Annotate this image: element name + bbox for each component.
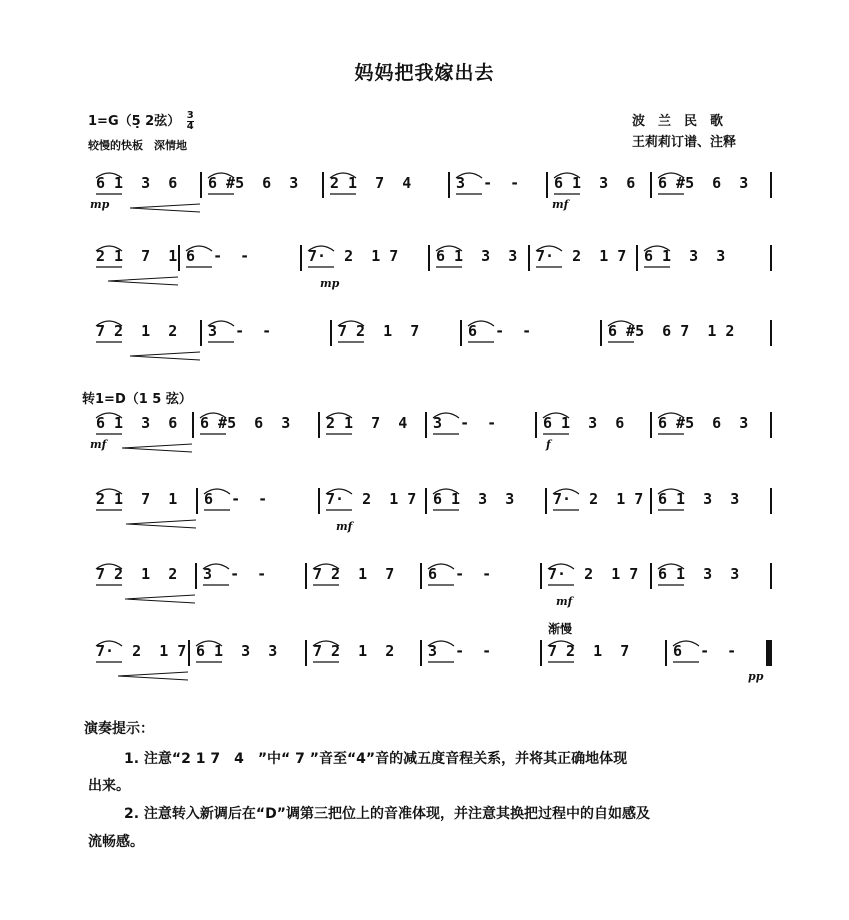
score-row [0, 559, 849, 639]
measure-notes: 7· 2 1 7 [536, 247, 627, 265]
dynamic-marking: mf [556, 595, 573, 608]
tip-1-continued: 出来。 [88, 778, 130, 794]
measure-notes: 2 1 7 1 [96, 490, 178, 508]
measure-notes: 6 #5 6 7 1 2 [608, 322, 735, 340]
barline [650, 172, 652, 198]
barline [545, 488, 547, 514]
measure-notes: 6 1 3 6 [96, 174, 178, 192]
dynamic-marking: mf [90, 438, 107, 451]
tips-heading: 演奏提示： [84, 721, 154, 737]
barline [305, 563, 307, 589]
barline [535, 412, 537, 438]
barline [200, 172, 202, 198]
measure-notes: 7 2 1 7 [548, 642, 630, 660]
barline [540, 563, 542, 589]
measure-notes: 7· 2 1 7 [96, 642, 187, 660]
measure-notes: 6 - - [468, 322, 532, 340]
measure-notes: 6 - - [204, 490, 268, 508]
measure-notes: 7 2 1 7 [338, 322, 420, 340]
barline [428, 245, 430, 271]
dynamic-marking: mp [90, 198, 110, 211]
rit-marking: 渐慢 [548, 622, 573, 636]
key-signature-text: 1=G（5̣ 2弦） [88, 114, 181, 129]
measure-notes: 6 1 3 3 [433, 490, 515, 508]
barline [420, 640, 422, 666]
barline [650, 412, 652, 438]
measure-notes: 6 1 3 3 [644, 247, 726, 265]
barline [330, 320, 332, 346]
tempo-marking: 较慢的快板 深情地 [88, 139, 187, 152]
measure-notes: 3 - - [203, 565, 267, 583]
time-signature [187, 111, 194, 132]
measure-notes: 7 2 1 7 [313, 565, 395, 583]
measure-notes: 6 #5 6 3 [658, 414, 749, 432]
origin-label: 波 兰 民 歌 [632, 114, 724, 129]
barline [195, 563, 197, 589]
score-row [0, 241, 849, 321]
measure-notes: 7· 2 1 7 [548, 565, 639, 583]
barline [420, 563, 422, 589]
page-title: 妈妈把我嫁出去 [354, 62, 495, 84]
barline [322, 172, 324, 198]
barline [425, 412, 427, 438]
barline [188, 640, 190, 666]
measure-notes: 6 - - [186, 247, 250, 265]
dynamic-marking: pp [748, 670, 764, 683]
measure-notes: 6 1 3 6 [543, 414, 625, 432]
measure-notes: 7 2 1 2 [96, 322, 178, 340]
modulation-marking: 转1=D（1 5 弦） [82, 392, 192, 407]
measure-notes: 2 1 7 4 [330, 174, 412, 192]
score-row [0, 484, 849, 564]
barline [540, 640, 542, 666]
measure-notes: 7· 2 1 7 [553, 490, 644, 508]
measure-notes: 7· 2 1 7 [326, 490, 417, 508]
tip-2: 2. 注意转入新调后在“D”调第三把位上的音准体现，并注意其换把过程中的自如感及 [124, 806, 650, 822]
score-row [0, 168, 849, 248]
score-row [0, 636, 849, 716]
tip-2-continued: 流畅感。 [88, 834, 144, 850]
barline [600, 320, 602, 346]
measure-notes: 3 - - [428, 642, 492, 660]
barline [546, 172, 548, 198]
barline [665, 640, 667, 666]
barline [770, 488, 772, 514]
arranger-label: 王莉莉订谱、注释 [632, 135, 737, 150]
final-barline [770, 640, 772, 666]
score-row [0, 316, 849, 396]
time-sig-bottom: 4 [186, 121, 194, 132]
key-signature [88, 110, 194, 132]
measure-notes: 6 - - [673, 642, 737, 660]
tip-1-figure: 2 1 7 4 [181, 751, 244, 767]
barline [196, 488, 198, 514]
measure-notes: 6 #5 6 3 [208, 174, 299, 192]
barline [770, 563, 772, 589]
tip-1-start: 1. 注意“ [124, 751, 182, 767]
dynamic-marking: mf [336, 520, 353, 533]
barline [318, 488, 320, 514]
dynamic-marking: mf [552, 198, 569, 211]
measure-notes: 6 1 3 3 [658, 490, 740, 508]
dynamic-marking: mp [320, 277, 340, 290]
barline [770, 245, 772, 271]
measure-notes: 2 1 7 1 [96, 247, 178, 265]
barline [650, 488, 652, 514]
barline [192, 412, 194, 438]
measure-notes: 6 1 3 3 [658, 565, 740, 583]
measure-notes: 6 1 3 3 [436, 247, 518, 265]
barline [650, 563, 652, 589]
barline [178, 245, 180, 271]
dynamic-marking: f [546, 438, 551, 451]
tip-1 [124, 744, 627, 773]
measure-notes: 6 #5 6 3 [658, 174, 749, 192]
measure-notes: 3 - - [456, 174, 520, 192]
barline [528, 245, 530, 271]
measure-notes: 6 1 3 3 [196, 642, 278, 660]
measure-notes: 6 1 3 6 [554, 174, 636, 192]
measure-notes: 2 1 7 4 [326, 414, 408, 432]
measure-notes: 7· 2 1 7 [308, 247, 399, 265]
measure-notes: 7 2 1 2 [313, 642, 395, 660]
barline [770, 172, 772, 198]
time-sig-top: 3 [186, 110, 194, 121]
barline [200, 320, 202, 346]
barline [300, 245, 302, 271]
barline [305, 640, 307, 666]
measure-notes: 3 - - [433, 414, 497, 432]
tip-1-end: ”中“ 7 ”音至“4”音的减五度音程关系，并将其正确地体现 [257, 751, 628, 767]
barline [636, 245, 638, 271]
barline [460, 320, 462, 346]
barline [425, 488, 427, 514]
measure-notes: 6 1 3 6 [96, 414, 178, 432]
barline [448, 172, 450, 198]
measure-notes: 3 - - [208, 322, 272, 340]
measure-notes: 7 2 1 2 [96, 565, 178, 583]
score-row [0, 408, 849, 488]
measure-notes: 6 #5 6 3 [200, 414, 291, 432]
barline [770, 412, 772, 438]
barline [318, 412, 320, 438]
measure-notes: 6 - - [428, 565, 492, 583]
barline [770, 320, 772, 346]
